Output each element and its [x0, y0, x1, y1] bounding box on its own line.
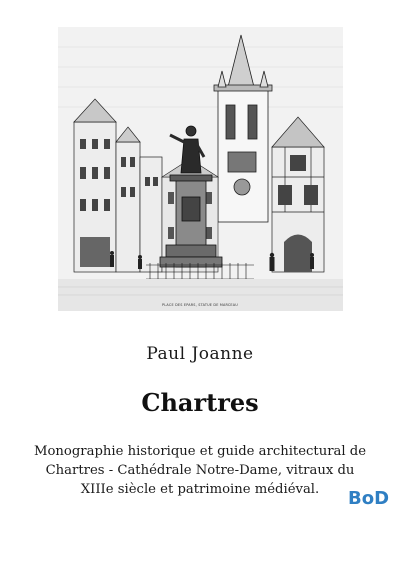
book-subtitle: Monographie historique et guide architectural de Chartres - Cathédrale Notre-Dame, vitraux du XIIIe siècle et patrimoine médiéval.	[33, 444, 367, 497]
bod-logo-icon: BoD	[348, 488, 390, 509]
author-name: Paul Joanne	[146, 344, 254, 364]
illustration-caption: PLACE DES EPARS, STATUE DE MARCEAU	[162, 303, 238, 307]
book-title: Chartres	[141, 388, 259, 417]
engraving-cathedral-square-icon	[58, 27, 343, 311]
cover-illustration	[58, 27, 343, 311]
